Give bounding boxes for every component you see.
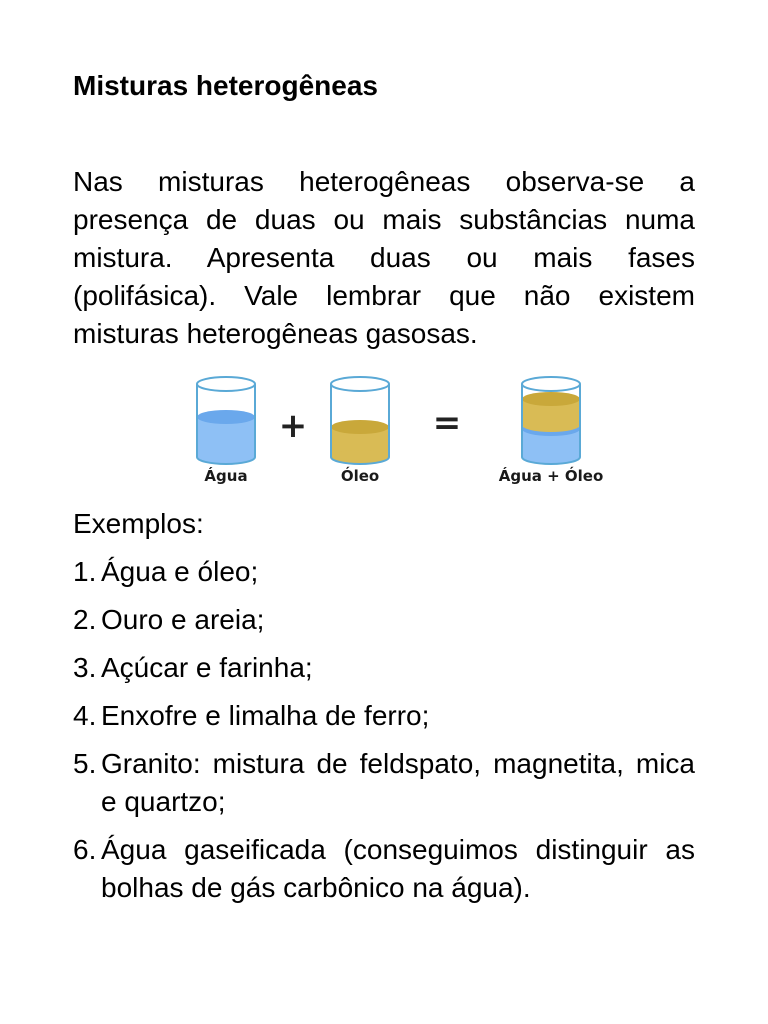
list-item-number: 4. [73,700,97,731]
examples-section [73,505,695,917]
water-label: Água [204,467,248,485]
oil-beaker [331,377,389,464]
list-item [73,601,695,639]
list-item [73,697,695,735]
mixture-beaker [522,377,580,464]
list-item [73,553,695,591]
list-item [73,831,695,907]
examples-heading: Exemplos: [73,508,204,539]
water-beaker-rim [197,377,255,391]
list-item-number: 3. [73,652,97,683]
list-item-number: 5. [73,748,97,779]
plus-operator: + [278,406,308,446]
list-item-number: 1. [73,556,97,587]
oil-beaker-rim [331,377,389,391]
list-item-number: 6. [73,834,97,865]
mixture-illustration [180,370,620,490]
mixture-beaker-rim [522,377,580,391]
list-item-text: Granito: mistura de feldspato, magnetita, mica e quartzo; [101,748,695,817]
list-item [73,745,695,821]
oil-label: Óleo [340,467,380,485]
list-item [73,649,695,687]
mixture-label: Água + Óleo [498,467,604,485]
water-liquid-surface [197,410,255,424]
page-title: Misturas heterogêneas [73,70,378,101]
intro-paragraph: Nas misturas heterogêneas observa-se a presença de duas ou mais substâncias numa mistura. Apresenta duas ou mais fases (polifásica). Vale lembrar que não existem misturas heterogêneas gasosas. [73,166,695,349]
list-item-text: Açúcar e farinha; [101,652,313,683]
list-item-number: 2. [73,604,97,635]
water-beaker [197,377,255,464]
list-item-text: Água gaseificada (conseguimos distinguir as bolhas de gás carbônico na água). [101,834,695,903]
examples-list [73,553,695,907]
mixture-illustration-svg [180,370,620,490]
list-item-text: Ouro e areia; [101,604,265,635]
oil-liquid-surface [331,420,389,434]
list-item-text: Enxofre e limalha de ferro; [101,700,430,731]
list-item-text: Água e óleo; [101,556,259,587]
equals-operator: = [432,403,462,443]
mixture-oil-surface [522,392,580,406]
